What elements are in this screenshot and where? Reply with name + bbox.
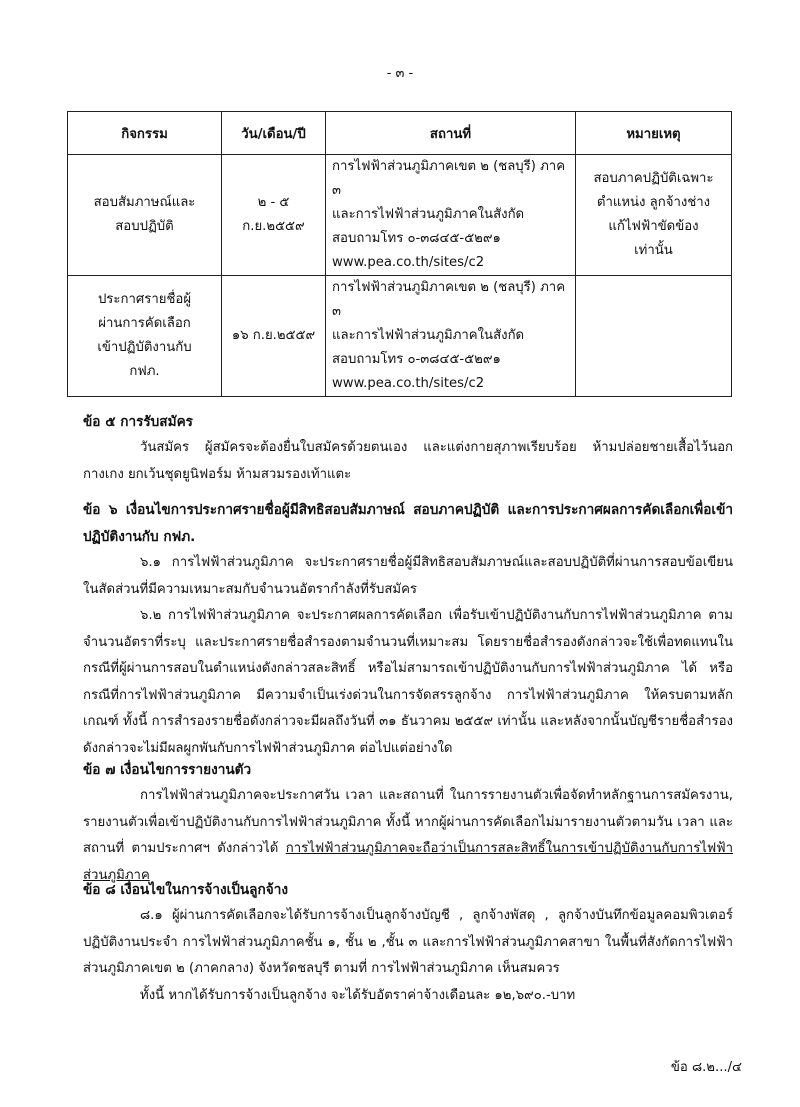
section-6 — [83, 497, 733, 762]
section-7-underlined: การไฟฟ้าส่วนภูมิภาคจะถือว่าเป็นการสละสิทธิ์ในการเข้าปฏิบัติงานกับการไฟฟ้าส่วนภูมิภาค — [83, 841, 733, 883]
section-5 — [83, 409, 733, 488]
cell-date: ๒ - ๕ ก.ย.๒๕๕๙ — [222, 155, 326, 276]
section-6-heading: ข้อ ๖ เงื่อนไขการประกาศรายชื่อผู้มีสิทธิสอบสัมภาษณ์ สอบภาคปฏิบัติ และการประกาศผลการคัดเลือกเพื่อเข้าปฏิบัติงานกับ กฟภ. — [83, 502, 733, 545]
section-5-body: วันสมัคร ผู้สมัครจะต้องยื่นใบสมัครด้วยตนเอง และแต่งกายสุภาพเรียบร้อย ห้ามปล่อยชายเสื้อไว้นอกกางเกง ยกเว้นชุดยูนิฟอร์ม ห้ามสวมรองเท้าแตะ — [83, 440, 733, 482]
section-7-heading: ข้อ ๗ เงื่อนไขการรายงานตัว — [83, 762, 252, 778]
section-8 — [83, 877, 733, 1009]
table-row — [68, 276, 732, 397]
section-8-1: ๘.๑ ผู้ผ่านการคัดเลือกจะได้รับการจ้างเป็นลูกจ้างบัญชี , ลูกจ้างพัสดุ , ลูกจ้างบันทึกข้อมูลคอมพิวเตอร์ ปฏิบัติงานประจำ การไฟฟ้าส่วนภูมิภาคชั้น ๑, ชั้น ๒ ,ชั้น ๓ และการไฟฟ้าส่วนภูมิภาคสาขา ในพื้นที่สังกัดการไฟฟ้าส่วนภูมิภาคเขต ๒ (ภาคกลาง) จังหวัดชลบุรี ตามที่ การไฟฟ้าส่วนภูมิภาค เห็นสมควร — [83, 908, 733, 976]
header-place: สถานที่ — [326, 112, 576, 155]
cell-activity: ประกาศรายชื่อผู้ ผ่านการคัดเลือก เข้าปฏิบัติงานกับ กฟภ. — [68, 276, 222, 397]
section-7-body: การไฟฟ้าส่วนภูมิภาคจะประกาศวัน เวลา และสถานที่ ในการรายงานตัวเพื่อจัดทำหลักฐานการสมัครงาน, รายงานตัวเพื่อเข้าปฏิบัติงานกับการไฟฟ้าส่วนภูมิภาค ทั้งนี้ หากผู้ผ่านการคัดเลือกไม่มารายงานตัวตามวัน เวลา และสถานที่ ตามประกาศฯ ดังกล่าวได้ การไฟฟ้าส่วนภูมิภาคจะถือว่าเป็นการสละสิทธิ์ในการเข้าปฏิบัติงานกับการไฟฟ้าส่วนภูมิภาค — [83, 788, 733, 883]
schedule-table — [67, 111, 732, 397]
section-8-2: ทั้งนี้ หากได้รับการจ้างเป็นลูกจ้าง จะได้รับอัตราค่าจ้างเดือนละ ๑๒,๖๙๐.-บาท — [140, 987, 576, 1003]
cell-place: การไฟฟ้าส่วนภูมิภาคเขต ๒ (ชลบุรี) ภาค ๓ และการไฟฟ้าส่วนภูมิภาคในสังกัด สอบถามโทร ๐-๓๘๔๕-๕๒๙๑ www.pea.co.th/sites/c2 — [326, 155, 576, 276]
section-5-heading: ข้อ ๕ การรับสมัคร — [83, 414, 193, 430]
section-6-2: ๖.๒ การไฟฟ้าส่วนภูมิภาค จะประกาศผลการคัดเลือก เพื่อรับเข้าปฏิบัติงานกับการไฟฟ้าส่วนภูมิภาค ตามจำนวนอัตราที่ระบุ และประกาศรายชื่อสำรองตามจำนวนที่เหมาะสม โดยรายชื่อสำรองดังกล่าวจะใช้เพื่อทดแทนในกรณีที่ผู้ผ่านการสอบในตำแหน่งดังกล่าวสละสิทธิ์ หรือไม่สามารถเข้าปฏิบัติงานกับการไฟฟ้าส่วนภูมิภาค ได้ หรือกรณีที่การไฟฟ้าส่วนภูมิภาค มีความจำเป็นเร่งด่วนในการจัดสรรลูกจ้าง การไฟฟ้าส่วนภูมิภาค ให้ครบตามหลักเกณฑ์ ทั้งนี้ การสำรองรายชื่อดังกล่าวจะมีผลถึงวันที่ ๓๑ ธันวาคม ๒๕๕๙ เท่านั้น และหลังจากนั้นบัญชีรายชื่อสำรองดังกล่าวจะไม่มีผลผูกพันกับการไฟฟ้าส่วนภูมิภาค ต่อไปแต่อย่างใด — [83, 608, 733, 756]
cell-note: สอบภาคปฏิบัติเฉพาะ ตำแหน่ง ลูกจ้างช่าง แก้ไฟฟ้าขัดข้อง เท่านั้น — [576, 155, 732, 276]
header-date: วัน/เดือน/ปี — [222, 112, 326, 155]
table-header-row — [68, 112, 732, 155]
cell-place: การไฟฟ้าส่วนภูมิภาคเขต ๒ (ชลบุรี) ภาค ๓ และการไฟฟ้าส่วนภูมิภาคในสังกัด สอบถามโทร ๐-๓๘๔๕-๕๒๙๑ www.pea.co.th/sites/c2 — [326, 276, 576, 397]
section-6-1: ๖.๑ การไฟฟ้าส่วนภูมิภาค จะประกาศรายชื่อผู้มีสิทธิสอบสัมภาษณ์และสอบปฏิบัติที่ผ่านการสอบข้อเขียน ในสัดส่วนที่มีความเหมาะสมกับจำนวนอัตรากำลังที่รับสมัคร — [83, 555, 733, 597]
section-8-heading: ข้อ ๘ เงื่อนไขในการจ้างเป็นลูกจ้าง — [83, 882, 288, 898]
table-row — [68, 155, 732, 276]
header-activity: กิจกรรม — [68, 112, 222, 155]
cell-date: ๑๖ ก.ย.๒๕๕๙ — [222, 276, 326, 397]
section-7 — [83, 757, 733, 889]
footer-reference: ข้อ ๘.๒.../๔ — [670, 1060, 742, 1075]
cell-activity: สอบสัมภาษณ์และ สอบปฏิบัติ — [68, 155, 222, 276]
page-number: - ๓ - — [386, 66, 414, 81]
header-note: หมายเหตุ — [576, 112, 732, 155]
cell-note-empty — [576, 276, 732, 397]
